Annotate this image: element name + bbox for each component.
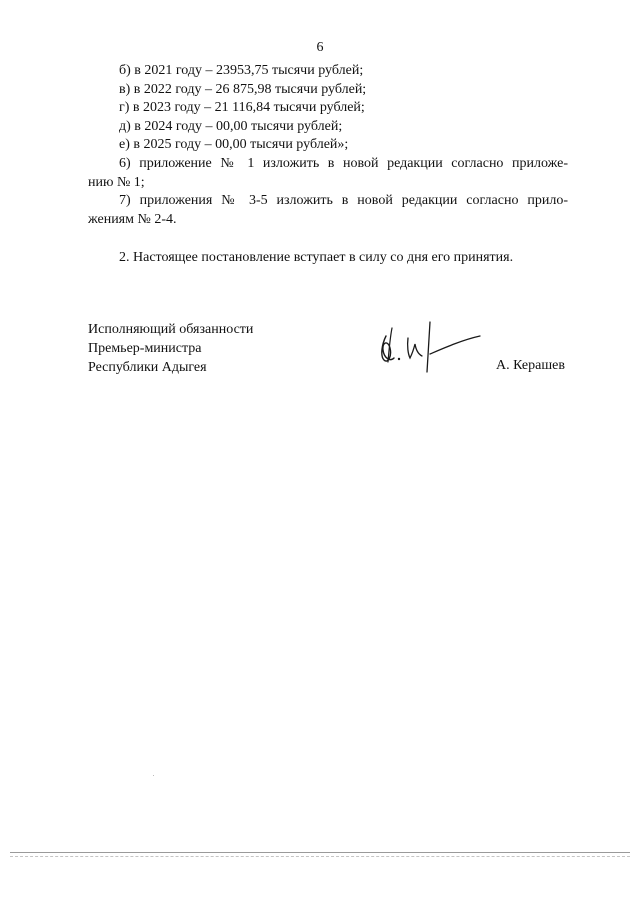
item-6-line-1: 6) приложение № 1 изложить в новой редакции согласно приложе- (119, 155, 568, 171)
footer-rule-dashed (10, 856, 630, 857)
footer-rule (10, 852, 630, 853)
amount-2021: б) в 2021 году – 23953,75 тысячи рублей; (119, 63, 364, 78)
amount-2022: в) в 2022 году – 26 875,98 тысячи рублей; (119, 81, 367, 97)
signatory-title-line-3: Республики Адыгея (88, 360, 207, 375)
item-7-line-1: 7) приложения № 3-5 изложить в новой редакции согласно прило- (119, 193, 568, 209)
handwritten-signature (372, 318, 484, 376)
amount-2024: д) в 2024 году – 00,00 тысячи рублей; (119, 118, 343, 134)
page-number: 6 (316, 40, 324, 55)
signer-name: А. Керашев (496, 358, 565, 373)
signatory-title-line-1: Исполняющий обязанности (88, 322, 254, 337)
item-7-line-2: жениям № 2-4. (88, 211, 177, 227)
amount-2023: г) в 2023 году – 21 116,84 тысячи рублей; (119, 100, 365, 116)
signatory-title (88, 320, 253, 377)
amount-2025: е) в 2025 году – 00,00 тысячи рублей»; (119, 137, 349, 153)
signatory-title-line-2: Премьер-министра (88, 341, 202, 356)
clause-2: 2. Настоящее постановление вступает в силу со дня его принятия. (119, 250, 514, 266)
item-6-line-2: нию № 1; (88, 174, 145, 190)
scan-speck (153, 775, 154, 776)
document-body (88, 62, 568, 268)
